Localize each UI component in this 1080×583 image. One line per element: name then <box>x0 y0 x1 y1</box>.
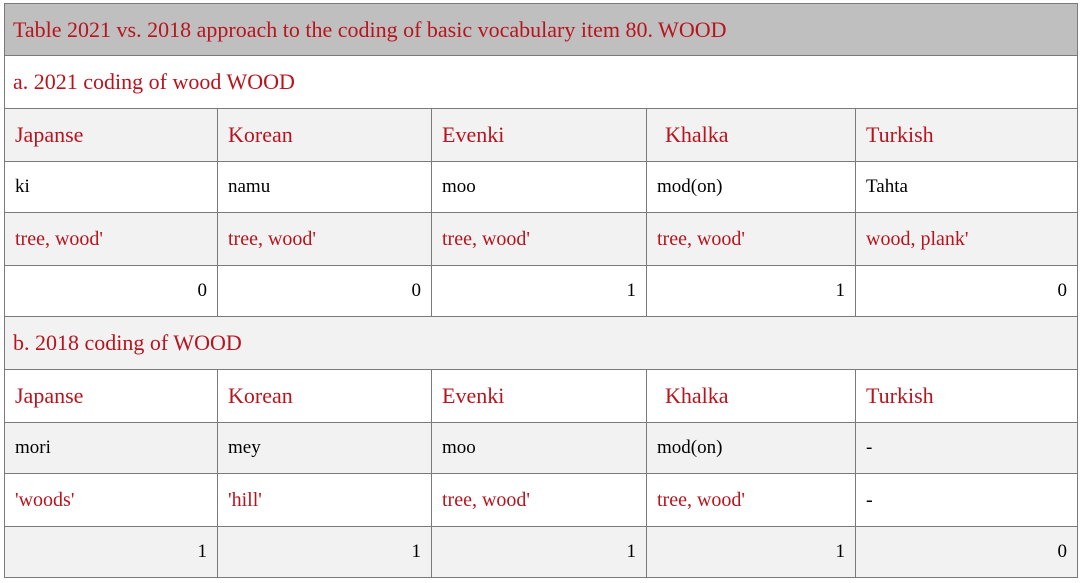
language-header-korean: Korean <box>218 370 432 423</box>
code-cell: 1 <box>647 527 856 578</box>
section-b-heading-row <box>5 317 1078 370</box>
language-header-japanese: Japanse <box>5 109 218 162</box>
section-a-gloss-row <box>5 213 1078 266</box>
language-header-evenki: Evenki <box>432 109 647 162</box>
section-b-language-row <box>5 370 1078 423</box>
gloss-cell: 'hill' <box>218 474 432 527</box>
gloss-cell: wood, plank' <box>856 213 1078 266</box>
gloss-cell: tree, wood' <box>647 474 856 527</box>
language-header-korean: Korean <box>218 109 432 162</box>
form-cell: mey <box>218 423 432 474</box>
code-cell: 0 <box>856 527 1078 578</box>
section-a-heading: a. 2021 coding of wood WOOD <box>5 56 1078 109</box>
code-cell: 1 <box>218 527 432 578</box>
form-cell: mod(on) <box>647 423 856 474</box>
form-cell: moo <box>432 162 647 213</box>
form-cell: ki <box>5 162 218 213</box>
section-b-forms-row <box>5 423 1078 474</box>
language-header-evenki: Evenki <box>432 370 647 423</box>
gloss-cell: - <box>856 474 1078 527</box>
language-header-japanese: Japanse <box>5 370 218 423</box>
code-cell: 1 <box>647 266 856 317</box>
code-cell: 1 <box>432 266 647 317</box>
vocabulary-coding-table <box>4 3 1078 578</box>
section-a-heading-row <box>5 56 1078 109</box>
form-cell: - <box>856 423 1078 474</box>
form-cell: Tahta <box>856 162 1078 213</box>
code-cell: 0 <box>856 266 1078 317</box>
form-cell: moo <box>432 423 647 474</box>
section-b-code-row <box>5 527 1078 578</box>
code-cell: 0 <box>218 266 432 317</box>
table-title: Table 2021 vs. 2018 approach to the coding of basic vocabulary item 80. WOOD <box>5 4 1078 56</box>
section-a-code-row <box>5 266 1078 317</box>
section-b-heading: b. 2018 coding of WOOD <box>5 317 1078 370</box>
language-header-khalka: Khalka <box>647 109 856 162</box>
gloss-cell: tree, wood' <box>218 213 432 266</box>
gloss-cell: 'woods' <box>5 474 218 527</box>
table-title-row <box>5 4 1078 56</box>
language-header-turkish: Turkish <box>856 109 1078 162</box>
language-header-turkish: Turkish <box>856 370 1078 423</box>
form-cell: mori <box>5 423 218 474</box>
gloss-cell: tree, wood' <box>647 213 856 266</box>
code-cell: 1 <box>432 527 647 578</box>
section-a-forms-row <box>5 162 1078 213</box>
section-b-gloss-row <box>5 474 1078 527</box>
code-cell: 1 <box>5 527 218 578</box>
gloss-cell: tree, wood' <box>432 213 647 266</box>
form-cell: namu <box>218 162 432 213</box>
section-a-language-row <box>5 109 1078 162</box>
form-cell: mod(on) <box>647 162 856 213</box>
language-header-khalka: Khalka <box>647 370 856 423</box>
gloss-cell: tree, wood' <box>5 213 218 266</box>
gloss-cell: tree, wood' <box>432 474 647 527</box>
code-cell: 0 <box>5 266 218 317</box>
